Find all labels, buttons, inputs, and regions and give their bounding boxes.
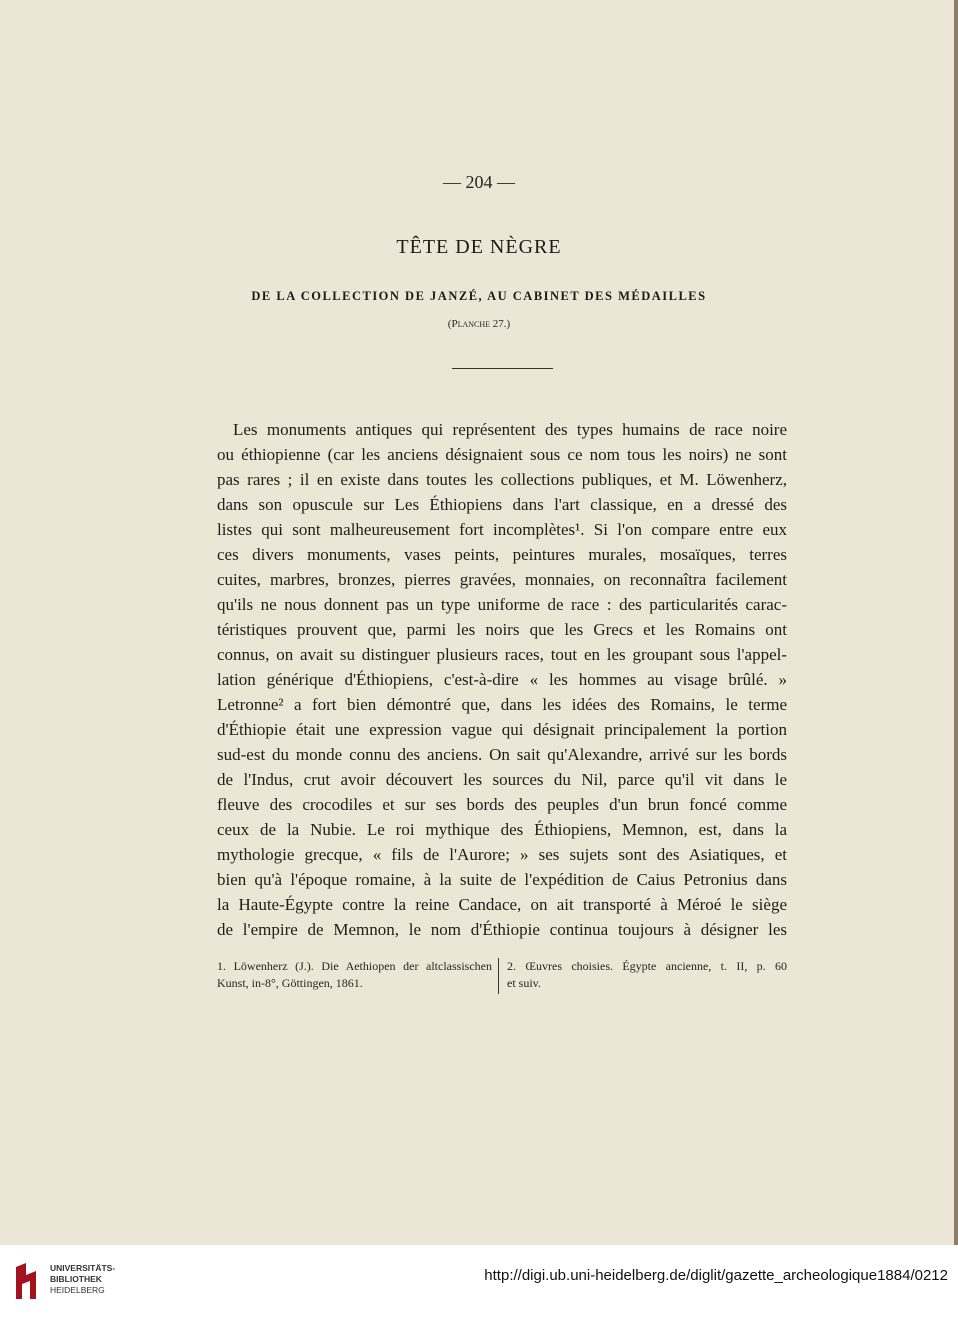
body-line: ou éthiopienne (car les anciens désignaient sous ce nom tous les noirs) ne sont (217, 445, 787, 464)
body-line: dans son opuscule sur Les Éthiopiens dans l'art classique, en a dressé des (217, 495, 787, 514)
library-name-line2: BIBLIOTHEK (50, 1274, 102, 1284)
body-line: sud-est du monde connu des anciens. On sait qu'Alexandre, arrivé sur les bords (217, 745, 787, 764)
body-line: pas rares ; il en existe dans toutes les collections publiques, et M. Löwenherz, (217, 470, 787, 489)
body-line: la Haute-Égypte contre la reine Candace, on ait transporté à Méroé le siège (217, 895, 787, 914)
plate-reference: (Planche 27.) (447, 318, 511, 330)
footnotes (217, 958, 787, 994)
article-subtitle: DE LA COLLECTION DE JANZÉ, AU CABINET DES MÉDAILLES (251, 289, 707, 303)
page-number: — 204 — (443, 172, 515, 192)
body-line: de l'Indus, crut avoir découvert les sources du Nil, parce qu'il vit dans le (217, 770, 787, 789)
body-line: qu'ils ne nous donnent pas un type uniforme de race : des particularités carac- (217, 595, 787, 614)
body-text (217, 417, 787, 942)
body-line: connus, on avait su distinguer plusieurs races, tout en les groupant sous l'appel- (217, 645, 787, 664)
footnote-divider (498, 958, 499, 994)
body-line: téristiques prouvent que, parmi les noirs que les Grecs et les Romains ont (217, 620, 787, 639)
footnote-line: 1. Löwenherz (J.). Die Aethiopen der altclassischen (217, 959, 492, 973)
footnote-2 (507, 958, 787, 992)
footnote-1 (217, 958, 492, 992)
permalink-url[interactable]: http://digi.ub.uni-heidelberg.de/diglit/gazette_archeologique1884/0212 (484, 1267, 948, 1284)
body-line: d'Éthiopie était une expression vague qui désignait principalement la portion (217, 720, 787, 739)
body-line: ceux de la Nubie. Le roi mythique des Éthiopiens, Memnon, est, dans la (217, 820, 787, 839)
article-title: TÊTE DE NÈGRE (396, 236, 562, 258)
body-line: fleuve des crocodiles et sur ses bords des peuples d'un brun foncé comme (217, 795, 787, 814)
footnote-line: 2. Œuvres choisies. Égypte ancienne, t. II, p. 60 (507, 959, 787, 973)
footnote-line: et suiv. (507, 976, 541, 990)
footnote-line: Kunst, in-8°, Göttingen, 1861. (217, 976, 363, 990)
body-line: ces divers monuments, vases peints, peintures murales, mosaïques, terres (217, 545, 787, 564)
body-line: lation générique d'Éthiopiens, c'est-à-dire « les hommes au visage brûlé. » (217, 670, 787, 689)
viewer-footer (0, 1245, 958, 1320)
body-line: Les monuments antiques qui représentent des types humains de race noire (233, 420, 787, 439)
university-library-logo-icon (12, 1261, 42, 1301)
body-line: de l'empire de Memnon, le nom d'Éthiopie continua toujours à désigner les (217, 920, 787, 939)
body-line: bien qu'à l'époque romaine, à la suite de l'expédition de Caius Petronius dans (217, 870, 787, 889)
body-line: listes qui sont malheureusement fort incomplètes¹. Si l'on compare entre eux (217, 520, 787, 539)
body-line: Letronne² a fort bien démontré que, dans les idées des Romains, le terme (217, 695, 787, 714)
body-line: cuites, marbres, bronzes, pierres gravées, monnaies, on reconnaîtra facilement (217, 570, 787, 589)
body-line: mythologie grecque, « fils de l'Aurore; » ses sujets sont des Asiatiques, et (217, 845, 787, 864)
library-name (50, 1263, 115, 1296)
library-name-line1: UNIVERSITÄTS- (50, 1263, 116, 1273)
title-rule (452, 368, 553, 369)
library-name-line3: HEIDELBERG (50, 1285, 105, 1295)
